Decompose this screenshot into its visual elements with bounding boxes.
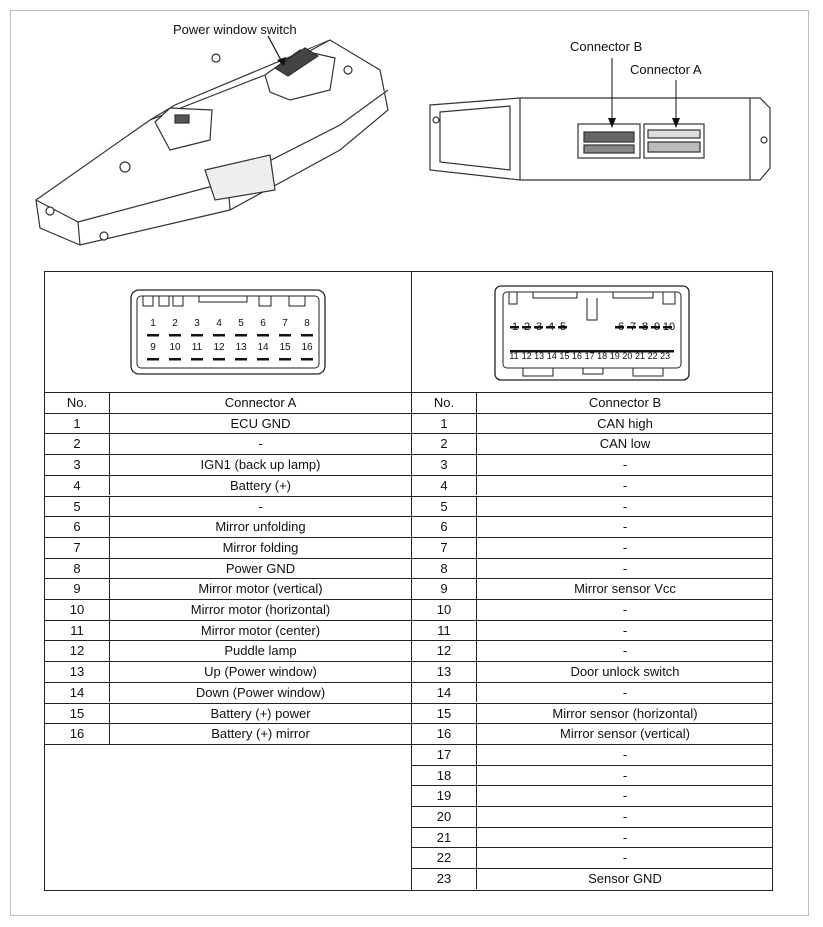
pin-number-cell: 13 <box>45 662 110 682</box>
pin-label: 11 <box>509 351 519 361</box>
pin-number-cell: 6 <box>45 517 110 537</box>
table-row <box>45 537 411 558</box>
pin-number-cell: 22 <box>412 848 477 868</box>
pin-number-cell: 8 <box>45 559 110 579</box>
pin-number-cell: 16 <box>45 724 110 744</box>
pin-function-cell: Battery (+) <box>229 477 292 493</box>
pin-function-cell: CAN low <box>599 436 651 452</box>
pin-function-cell: Mirror sensor (vertical) <box>559 726 690 742</box>
pin-function-cell: Down (Power window) <box>195 684 326 700</box>
pin-label: 13 <box>534 351 545 361</box>
pin-label: 17 <box>584 351 595 361</box>
pin-function-cell: - <box>622 457 628 473</box>
table-row <box>412 723 773 744</box>
pinout-table <box>44 271 773 891</box>
pin-label: 6 <box>617 321 625 333</box>
callout-power-window-switch: Power window switch <box>173 22 297 37</box>
table-row <box>45 454 411 475</box>
pin-label: 2 <box>523 321 531 333</box>
table-row <box>412 785 773 806</box>
pin-function-cell: Door unlock switch <box>570 664 680 680</box>
pin-label: 8 <box>641 321 649 333</box>
pin-label: 9 <box>653 321 661 333</box>
pin-label: 13 <box>235 342 247 353</box>
table-row <box>412 433 773 454</box>
table-a-bottom-border <box>45 744 411 745</box>
pin-number-cell: 7 <box>45 538 110 558</box>
pin-function-cell: Battery (+) power <box>210 705 311 721</box>
pin-number-cell: 6 <box>412 517 477 537</box>
table-row <box>45 599 411 620</box>
pin-function-cell: Mirror unfolding <box>215 519 306 535</box>
pin-function-cell: Sensor GND <box>588 871 662 887</box>
table-row <box>412 640 773 661</box>
table-row <box>45 578 411 599</box>
table-row <box>412 827 773 848</box>
pin-function-cell: - <box>258 436 263 452</box>
pin-function-cell: - <box>622 622 628 638</box>
pin-number-cell: 11 <box>412 621 477 641</box>
pin-function-cell: - <box>622 850 628 866</box>
switch-body-isometric <box>36 40 388 245</box>
pin-number-cell: 14 <box>412 683 477 703</box>
pin-label: 1 <box>150 318 156 329</box>
connector-a-face <box>129 288 329 378</box>
table-row <box>412 537 773 558</box>
table-row <box>45 413 411 434</box>
pin-number-cell: 10 <box>412 600 477 620</box>
pin-label: 19 <box>609 351 620 361</box>
table-row <box>412 516 773 537</box>
table-row <box>412 475 773 496</box>
pin-label: 14 <box>257 342 269 353</box>
table-row <box>45 682 411 703</box>
pin-number-cell: 1 <box>412 414 477 434</box>
pin-function-cell: Mirror motor (center) <box>200 622 321 638</box>
table-row <box>412 703 773 724</box>
pin-number-cell: 2 <box>412 434 477 454</box>
table-row <box>412 682 773 703</box>
pin-label: 15 <box>279 342 291 353</box>
pin-label: 16 <box>571 351 582 361</box>
table-row <box>45 661 411 682</box>
pin-function-cell: CAN high <box>597 415 653 431</box>
connector-b-face <box>493 284 693 384</box>
pin-number-cell: 5 <box>45 497 110 517</box>
pin-function-cell: - <box>622 788 628 804</box>
pin-label: 12 <box>213 342 225 353</box>
pin-label: 10 <box>662 321 676 333</box>
pin-function-cell: - <box>622 767 628 783</box>
table-row <box>412 454 773 475</box>
pin-label: 21 <box>634 351 645 361</box>
pin-function-cell: - <box>622 477 628 493</box>
table-row <box>45 703 411 724</box>
pin-number-cell: 15 <box>412 704 477 724</box>
pin-function-cell: Battery (+) mirror <box>211 726 310 742</box>
pin-label: 4 <box>547 321 555 333</box>
table-row <box>412 496 773 517</box>
pin-label: 23 <box>660 351 671 361</box>
callout-connector-b: Connector B <box>570 39 643 54</box>
pin-function-cell: - <box>622 809 628 824</box>
pin-number-cell: 8 <box>412 559 477 579</box>
pin-number-cell: 11 <box>45 621 110 641</box>
header-no: No. <box>412 393 477 413</box>
table-row <box>412 847 773 868</box>
connector-a-header-row <box>45 392 411 413</box>
header-connector-b: Connector B <box>588 395 662 410</box>
pin-function-cell: - <box>622 746 628 762</box>
pin-number-cell: 10 <box>45 600 110 620</box>
callout-arrow-switch <box>268 36 282 62</box>
table-row <box>45 475 411 496</box>
table-row <box>412 599 773 620</box>
pin-number-cell: 3 <box>45 455 110 475</box>
table-row <box>412 558 773 579</box>
pin-label: 9 <box>150 342 156 353</box>
pin-function-cell: Mirror folding <box>222 539 299 555</box>
table-row <box>45 433 411 454</box>
pin-function-cell: Mirror motor (vertical) <box>198 581 323 597</box>
pin-function-cell: - <box>622 519 628 535</box>
pin-label: 1 <box>511 321 519 333</box>
pin-label: 5 <box>559 321 567 333</box>
pin-number-cell: 14 <box>45 683 110 703</box>
pin-number-cell: 18 <box>412 766 477 786</box>
table-row <box>412 868 773 889</box>
pin-function-cell: Mirror sensor Vcc <box>574 581 676 597</box>
pin-function-cell: Mirror sensor (horizontal) <box>552 705 698 721</box>
pin-number-cell: 7 <box>412 538 477 558</box>
switch-illustrations <box>0 0 823 270</box>
pin-number-cell: 20 <box>412 807 477 827</box>
pin-function-cell: Mirror motor (horizontal) <box>190 602 331 617</box>
table-row <box>412 620 773 641</box>
pin-function-cell: Puddle lamp <box>224 643 297 659</box>
switch-body-topview <box>430 98 770 180</box>
table-row <box>412 765 773 786</box>
pin-label: 20 <box>622 351 633 361</box>
pin-number-cell: 1 <box>45 414 110 434</box>
pin-label: 22 <box>647 351 658 361</box>
callout-connector-a: Connector A <box>630 62 702 77</box>
pin-function-cell: ECU GND <box>230 415 291 431</box>
pin-label: 7 <box>629 321 637 333</box>
header-connector-a: Connector A <box>224 395 297 410</box>
pin-number-cell: 3 <box>412 455 477 475</box>
pin-label: 3 <box>194 318 200 329</box>
pin-function-cell: - <box>622 829 628 845</box>
pin-label: 3 <box>535 321 543 333</box>
pin-number-cell: 13 <box>412 662 477 682</box>
table-row <box>412 744 773 765</box>
pin-number-cell: 15 <box>45 704 110 724</box>
pin-function-cell: - <box>622 602 628 617</box>
pin-label: 12 <box>521 351 532 361</box>
pin-number-cell: 5 <box>412 497 477 517</box>
pin-label: 6 <box>260 318 266 329</box>
pin-number-cell: 4 <box>45 476 110 496</box>
pin-number-cell: 9 <box>412 579 477 599</box>
table-row <box>45 516 411 537</box>
pin-number-cell: 16 <box>412 724 477 744</box>
pin-label: 5 <box>238 318 244 329</box>
pin-label: 7 <box>282 318 288 329</box>
pin-function-cell: - <box>258 498 263 514</box>
pin-function-cell: - <box>622 539 628 555</box>
pin-number-cell: 2 <box>45 434 110 454</box>
table-row <box>45 620 411 641</box>
table-row <box>412 578 773 599</box>
table-row <box>412 661 773 682</box>
pin-function-cell: - <box>622 643 628 659</box>
pin-number-cell: 12 <box>45 641 110 661</box>
pin-number-cell: 21 <box>412 828 477 848</box>
table-row <box>412 806 773 827</box>
pin-label: 10 <box>169 342 181 353</box>
pin-number-cell: 23 <box>412 869 477 889</box>
pin-function-cell: Up (Power window) <box>204 664 317 680</box>
table-row <box>412 413 773 434</box>
connector-b-header-row <box>412 392 773 413</box>
pin-label: 11 <box>191 342 203 353</box>
pin-label: 4 <box>216 318 222 329</box>
pin-label: 15 <box>559 351 570 361</box>
pin-label: 18 <box>597 351 608 361</box>
pin-number-cell: 19 <box>412 786 477 806</box>
pin-label: 8 <box>304 318 310 329</box>
pin-function-cell: Power GND <box>225 560 296 576</box>
table-row <box>45 723 411 744</box>
pin-function-cell: - <box>622 498 628 514</box>
table-row <box>45 496 411 517</box>
pin-label: 16 <box>301 342 313 353</box>
pin-number-cell: 9 <box>45 579 110 599</box>
pin-function-cell: - <box>622 560 628 576</box>
pin-function-cell: - <box>622 684 628 700</box>
table-row <box>45 558 411 579</box>
pin-function-cell: IGN1 (back up lamp) <box>200 457 321 473</box>
pin-number-cell: 12 <box>412 641 477 661</box>
table-row <box>45 640 411 661</box>
pin-label: 14 <box>546 351 557 361</box>
pin-label: 2 <box>172 318 178 329</box>
header-no: No. <box>45 393 110 413</box>
pin-number-cell: 4 <box>412 476 477 496</box>
pin-number-cell: 17 <box>412 745 477 765</box>
